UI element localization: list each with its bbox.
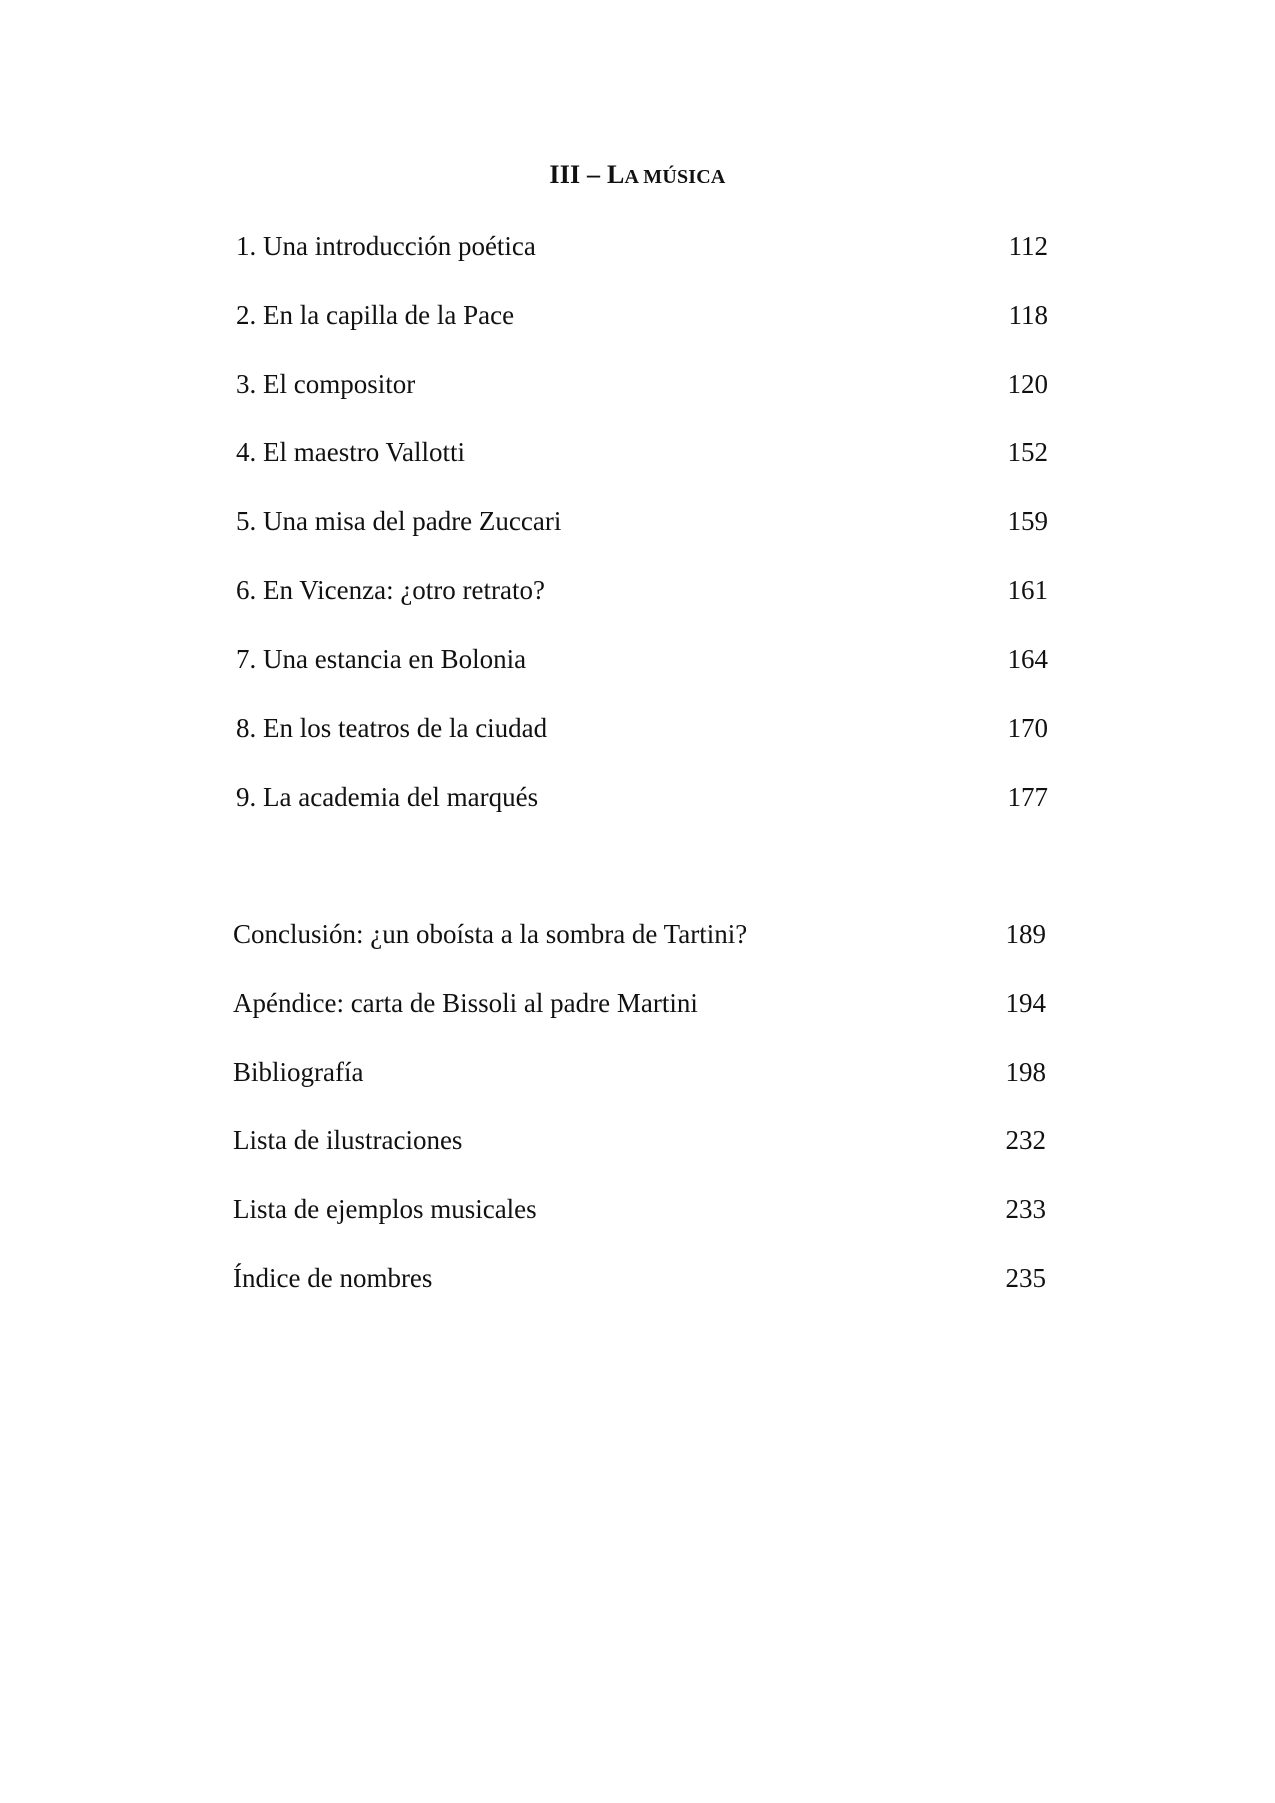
part-title-rest: A MÚSICA xyxy=(624,166,726,188)
toc-entry-label: Índice de nombres xyxy=(233,1263,433,1293)
toc-entry xyxy=(236,295,1048,335)
toc-entry-label: 7. Una estancia en Bolonia xyxy=(236,644,527,674)
part-title xyxy=(0,160,1275,190)
toc-entry-page: 161 xyxy=(1007,575,1048,605)
toc-entry-page: 170 xyxy=(1007,713,1048,743)
toc-entry-label: Conclusión: ¿un oboísta a la sombra de Tartini? xyxy=(233,919,748,949)
toc-entry xyxy=(233,1189,1046,1229)
part-title-prefix: III – xyxy=(549,160,607,189)
toc-entry-page: 233 xyxy=(1005,1194,1046,1224)
toc-entry xyxy=(236,570,1048,610)
toc-entry-page: 118 xyxy=(1008,300,1048,330)
toc-entry xyxy=(236,708,1048,748)
toc-entry-label: 1. Una introducción poética xyxy=(236,231,536,261)
toc-entry-page: 159 xyxy=(1007,506,1048,536)
toc-entry-page: 112 xyxy=(1008,231,1048,261)
toc-entry-label: Apéndice: carta de Bissoli al padre Martini xyxy=(233,988,698,1018)
toc-entry xyxy=(236,639,1048,679)
toc-entry-page: 120 xyxy=(1007,369,1048,399)
toc-entry-page: 232 xyxy=(1005,1125,1046,1155)
toc-entry xyxy=(236,226,1048,266)
toc-entry-page: 164 xyxy=(1007,644,1048,674)
toc-entry-label: 2. En la capilla de la Pace xyxy=(236,300,515,330)
toc-entry xyxy=(233,983,1046,1023)
toc-entry xyxy=(236,364,1048,404)
toc-entry xyxy=(236,777,1048,817)
toc-entry-page: 198 xyxy=(1005,1057,1046,1087)
toc-entry xyxy=(233,1120,1046,1160)
toc-entry-label: 9. La academia del marqués xyxy=(236,782,539,812)
toc-entry-page: 235 xyxy=(1005,1263,1046,1293)
toc-entry-label: 4. El maestro Vallotti xyxy=(236,437,465,467)
toc-entry-page: 152 xyxy=(1007,437,1048,467)
toc-entry-label: Lista de ilustraciones xyxy=(233,1125,463,1155)
toc-entry-label: 5. Una misa del padre Zuccari xyxy=(236,506,562,536)
toc-entry xyxy=(233,1258,1046,1298)
toc-entry-page: 189 xyxy=(1005,919,1046,949)
toc-entry-label: Lista de ejemplos musicales xyxy=(233,1194,537,1224)
toc-entry-label: 3. El compositor xyxy=(236,369,416,399)
toc-entry xyxy=(233,1052,1046,1092)
toc-entry-label: 6. En Vicenza: ¿otro retrato? xyxy=(236,575,545,605)
toc-entry-page: 177 xyxy=(1007,782,1048,812)
toc-entry xyxy=(236,432,1048,472)
toc-entry xyxy=(233,914,1046,954)
toc-entry-label: 8. En los teatros de la ciudad xyxy=(236,713,548,743)
toc-entry-page: 194 xyxy=(1005,988,1046,1018)
toc-entry xyxy=(236,501,1048,541)
part-title-capital: L xyxy=(606,160,625,189)
toc-entry-label: Bibliografía xyxy=(233,1057,364,1087)
